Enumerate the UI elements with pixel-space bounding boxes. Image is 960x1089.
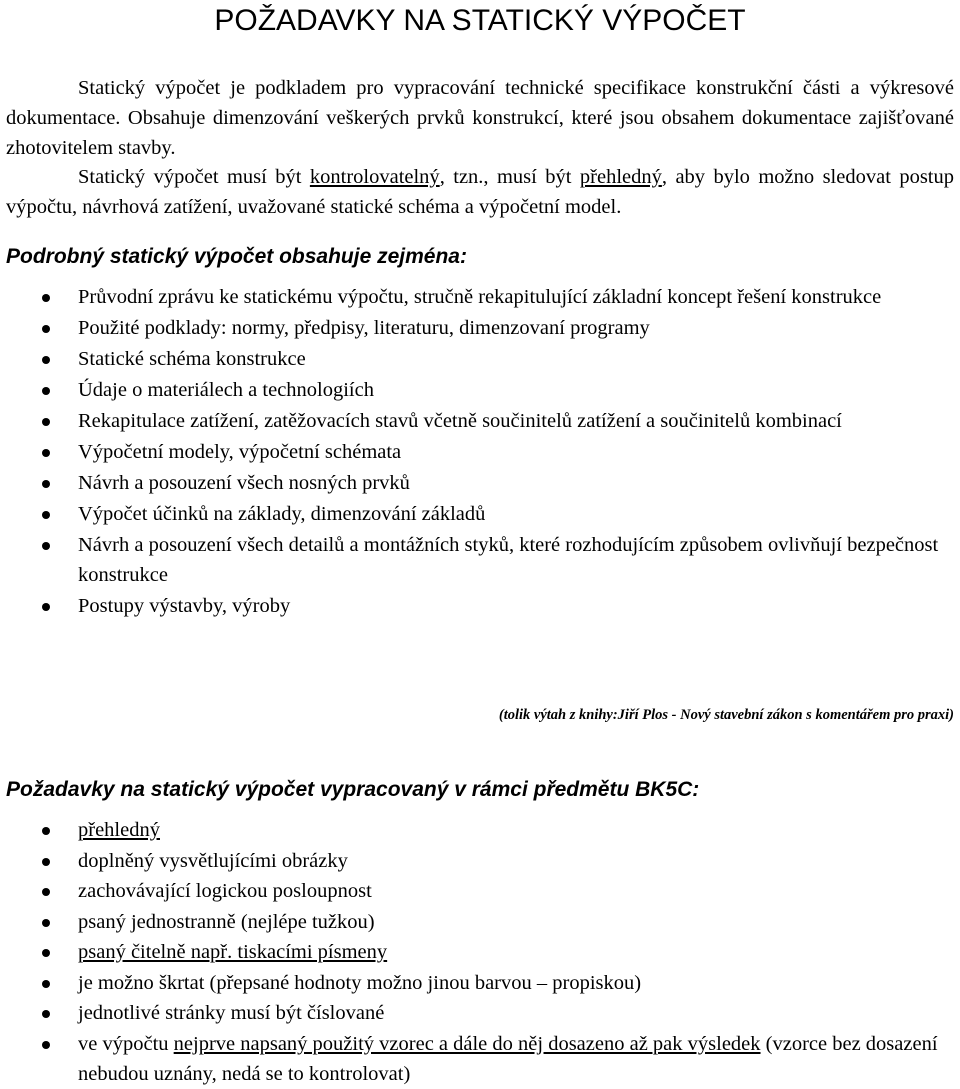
list-item: ve výpočtu nejprve napsaný použitý vzorec a dále do něj dosazeno až pak výsledek (vzorce bez dosazení nebudou uznány, nedá se to kontrolovat) [0,1029,950,1089]
list-item: Výpočetní modely, výpočetní schémata [0,437,950,467]
bullet-icon [42,294,50,302]
bullet-icon [42,1041,50,1049]
intro-paragraph-2 [6,162,954,222]
intro-text-2b: , tzn., musí být [439,166,580,188]
list-item: přehledný [0,815,950,845]
page-title: POŽADAVKY NA STATICKÝ VÝPOČET [214,4,746,37]
bullet-icon [42,858,50,866]
list-item: Návrh a posouzení všech detailů a montážních styků, které rozhodujícím způsobem ovlivňují bezpečnost konstrukce [0,530,950,590]
bullet-icon [42,827,50,835]
bullet-icon [42,603,50,611]
bullet-icon [42,449,50,457]
list-item: Údaje o materiálech a technologiích [0,375,950,405]
section-heading-requirements: Požadavky na statický výpočet vypracovaný v rámci předmětu BK5C: [6,778,700,801]
bullet-icon [42,480,50,488]
contents-list [0,282,950,622]
underlined-term-prehledny: přehledný [579,166,662,188]
bullet-icon [42,949,50,957]
section-heading-contents: Podrobný statický výpočet obsahuje zejména: [6,245,467,268]
list-item: Návrh a posouzení všech nosných prvků [0,468,950,498]
underlined-term-kontrolovatelny: kontrolovatelný [309,166,440,188]
bullet-icon [42,511,50,519]
list-item: doplněný vysvětlujícími obrázky [0,846,950,876]
requirements-list [0,815,950,1089]
bullet-icon [42,356,50,364]
bullet-icon [42,418,50,426]
list-item: Statické schéma konstrukce [0,344,950,374]
list-item: psaný čitelně např. tiskacími písmeny [0,937,950,967]
bullet-icon [42,1010,50,1018]
bullet-icon [42,980,50,988]
list-item: Použité podklady: normy, předpisy, literaturu, dimenzovaní programy [0,313,950,343]
intro-text-1: Statický výpočet je podkladem pro vypracování technické specifikace konstrukční části a výkresové dokumentace. Obsahuje dimenzování veškerých prvků konstrukcí, které jsou obsahem dokumentace zajišťované zhotovitelem stavby. [6,77,954,159]
list-item: zachovávající logickou posloupnost [0,876,950,906]
bullet-icon [42,919,50,927]
list-item: Rekapitulace zatížení, zatěžovacích stavů včetně součinitelů zatížení a součinitelů kombinací [0,406,950,436]
source-citation: (tolik výtah z knihy:Jiří Plos - Nový stavební zákon s komentářem pro praxi) [498,707,954,723]
list-item: psaný jednostranně (nejlépe tužkou) [0,907,950,937]
bullet-icon [42,542,50,550]
intro-paragraph-1 [6,73,954,163]
list-item: jednotlivé stránky musí být číslované [0,998,950,1028]
list-item: Výpočet účinků na základy, dimenzování základů [0,499,950,529]
bullet-icon [42,888,50,896]
bullet-icon [42,387,50,395]
list-item: je možno škrtat (přepsané hodnoty možno jinou barvou – propiskou) [0,968,950,998]
list-item: Průvodní zprávu ke statickému výpočtu, stručně rekapitulující základní koncept řešení konstrukce [0,282,950,312]
underlined-instruction: nejprve napsaný použitý vzorec a dále do něj dosazeno až pak výsledek [173,1032,761,1055]
intro-text-2a: Statický výpočet musí být [78,166,310,188]
bullet-icon [42,325,50,333]
list-item: Postupy výstavby, výroby [0,591,950,621]
intro-text-2c: , aby bylo možno sledovat postup výpočtu, návrhová zatížení, uvažované statické schéma a výpočetní model. [6,166,954,218]
